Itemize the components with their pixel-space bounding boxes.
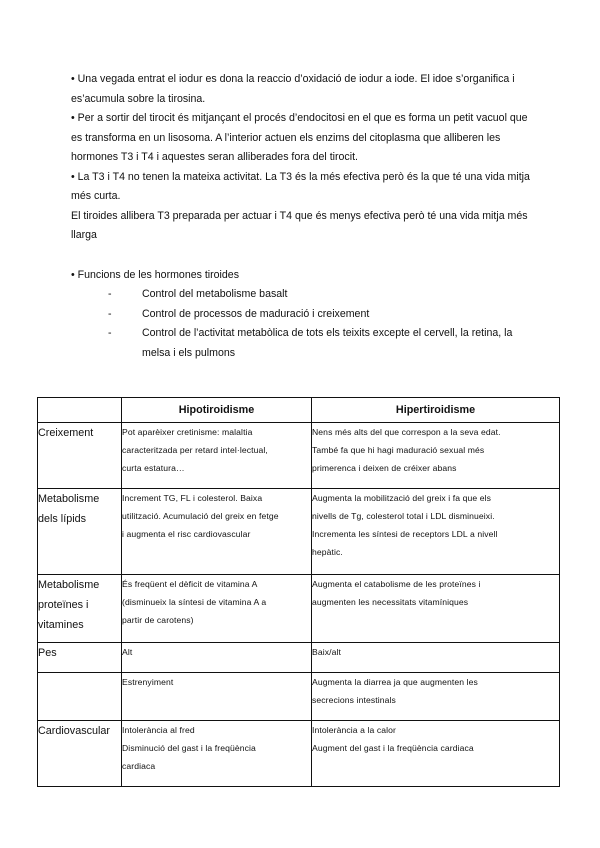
- hypo-cell: Pot aparèixer cretinisme: malaltia caracteritzada per retard intel·lectual, curta estatura…: [122, 423, 312, 489]
- intro-text: [71, 70, 541, 363]
- row-label: Pes: [38, 643, 122, 673]
- bullet-t3-t4: • La T3 i T4 no tenen la mateixa activitat. La T3 és la més efectiva però és la que té una vida mitja més curta.: [71, 170, 530, 202]
- list-item: - Control de l’activitat metabòlica de tots els teixits excepte el cervell, la retina, la melsa i els pulmons: [108, 324, 541, 363]
- row-label: [38, 673, 122, 721]
- hypo-cell: Intolerància al fred Disminució del gast i la freqüència cardiaca: [122, 721, 312, 787]
- comparison-table: [37, 397, 560, 787]
- hypo-cell: Increment TG, FL i colesterol. Baixa utilització. Acumulació del greix en fetge i augmenta el risc cardiovascular: [122, 489, 312, 575]
- hyper-cell: Nens més alts del que correspon a la seva edat. També fa que hi hagi maduració sexual més primerenca i deixen de créixer abans: [312, 423, 560, 489]
- list-item: - Control de processos de maduració i creixement: [108, 305, 541, 325]
- hyper-cell: Augmenta el catabolisme de les proteïnes i augmenten les necessitats vitamíniques: [312, 575, 560, 643]
- functions-list: [71, 285, 541, 363]
- row-label: Creixement: [38, 423, 122, 489]
- table-row: [38, 721, 560, 787]
- table-row: [38, 673, 560, 721]
- paragraph-t3-t4: El tiroides allibera T3 preparada per actuar i T4 que és menys efectiva però té una vida mitja més llarga: [71, 209, 528, 241]
- hyper-cell: Augmenta la mobilització del greix i fa que els nivells de Tg, colesterol total i LDL disminueixi. Incrementa les síntesi de receptors LDL a nivell hepàtic.: [312, 489, 560, 575]
- header-hipertiroidisme: Hipertiroidisme: [312, 398, 560, 423]
- table-row: [38, 489, 560, 575]
- hypo-cell: És freqüent el dèficit de vitamina A (disminueix la síntesi de vitamina A a partir de carotens): [122, 575, 312, 643]
- table-row: [38, 643, 560, 673]
- bullet-endocitosi: • Per a sortir del tirocit és mitjançant el procés d’endocitosi en el que es forma un petit vacuol que es transforma en un lisosoma. A l’interior actuen els enzims del citoplasma que alliberen les hormones T3 i T4 i aquestes seran alliberades fora del tirocit.: [71, 112, 528, 163]
- hyper-cell: Baix/alt: [312, 643, 560, 673]
- header-hipotiroidisme: Hipotiroidisme: [122, 398, 312, 423]
- hyper-cell: Intolerància a la calor Augment del gast i la freqüència cardiaca: [312, 721, 560, 787]
- row-label: Metabolisme dels lípids: [38, 489, 122, 575]
- header-empty: [38, 398, 122, 423]
- table-row: [38, 575, 560, 643]
- functions-heading: • Funcions de les hormones tiroides: [71, 268, 239, 281]
- row-label: Metabolisme proteïnes i vitamines: [38, 575, 122, 643]
- table-header-row: [38, 398, 560, 423]
- hypo-cell: Estrenyiment: [122, 673, 312, 721]
- list-item: - Control del metabolisme basalt: [108, 285, 541, 305]
- hypo-cell: Alt: [122, 643, 312, 673]
- hyper-cell: Augmenta la diarrea ja que augmenten les secrecions intestinals: [312, 673, 560, 721]
- row-label: Cardiovascular: [38, 721, 122, 787]
- table-row: [38, 423, 560, 489]
- bullet-iodur: • Una vegada entrat el iodur es dona la reaccio d’oxidació de iodur a iode. El idoe s’organifica i es’acumula sobre la tirosina.: [71, 73, 515, 105]
